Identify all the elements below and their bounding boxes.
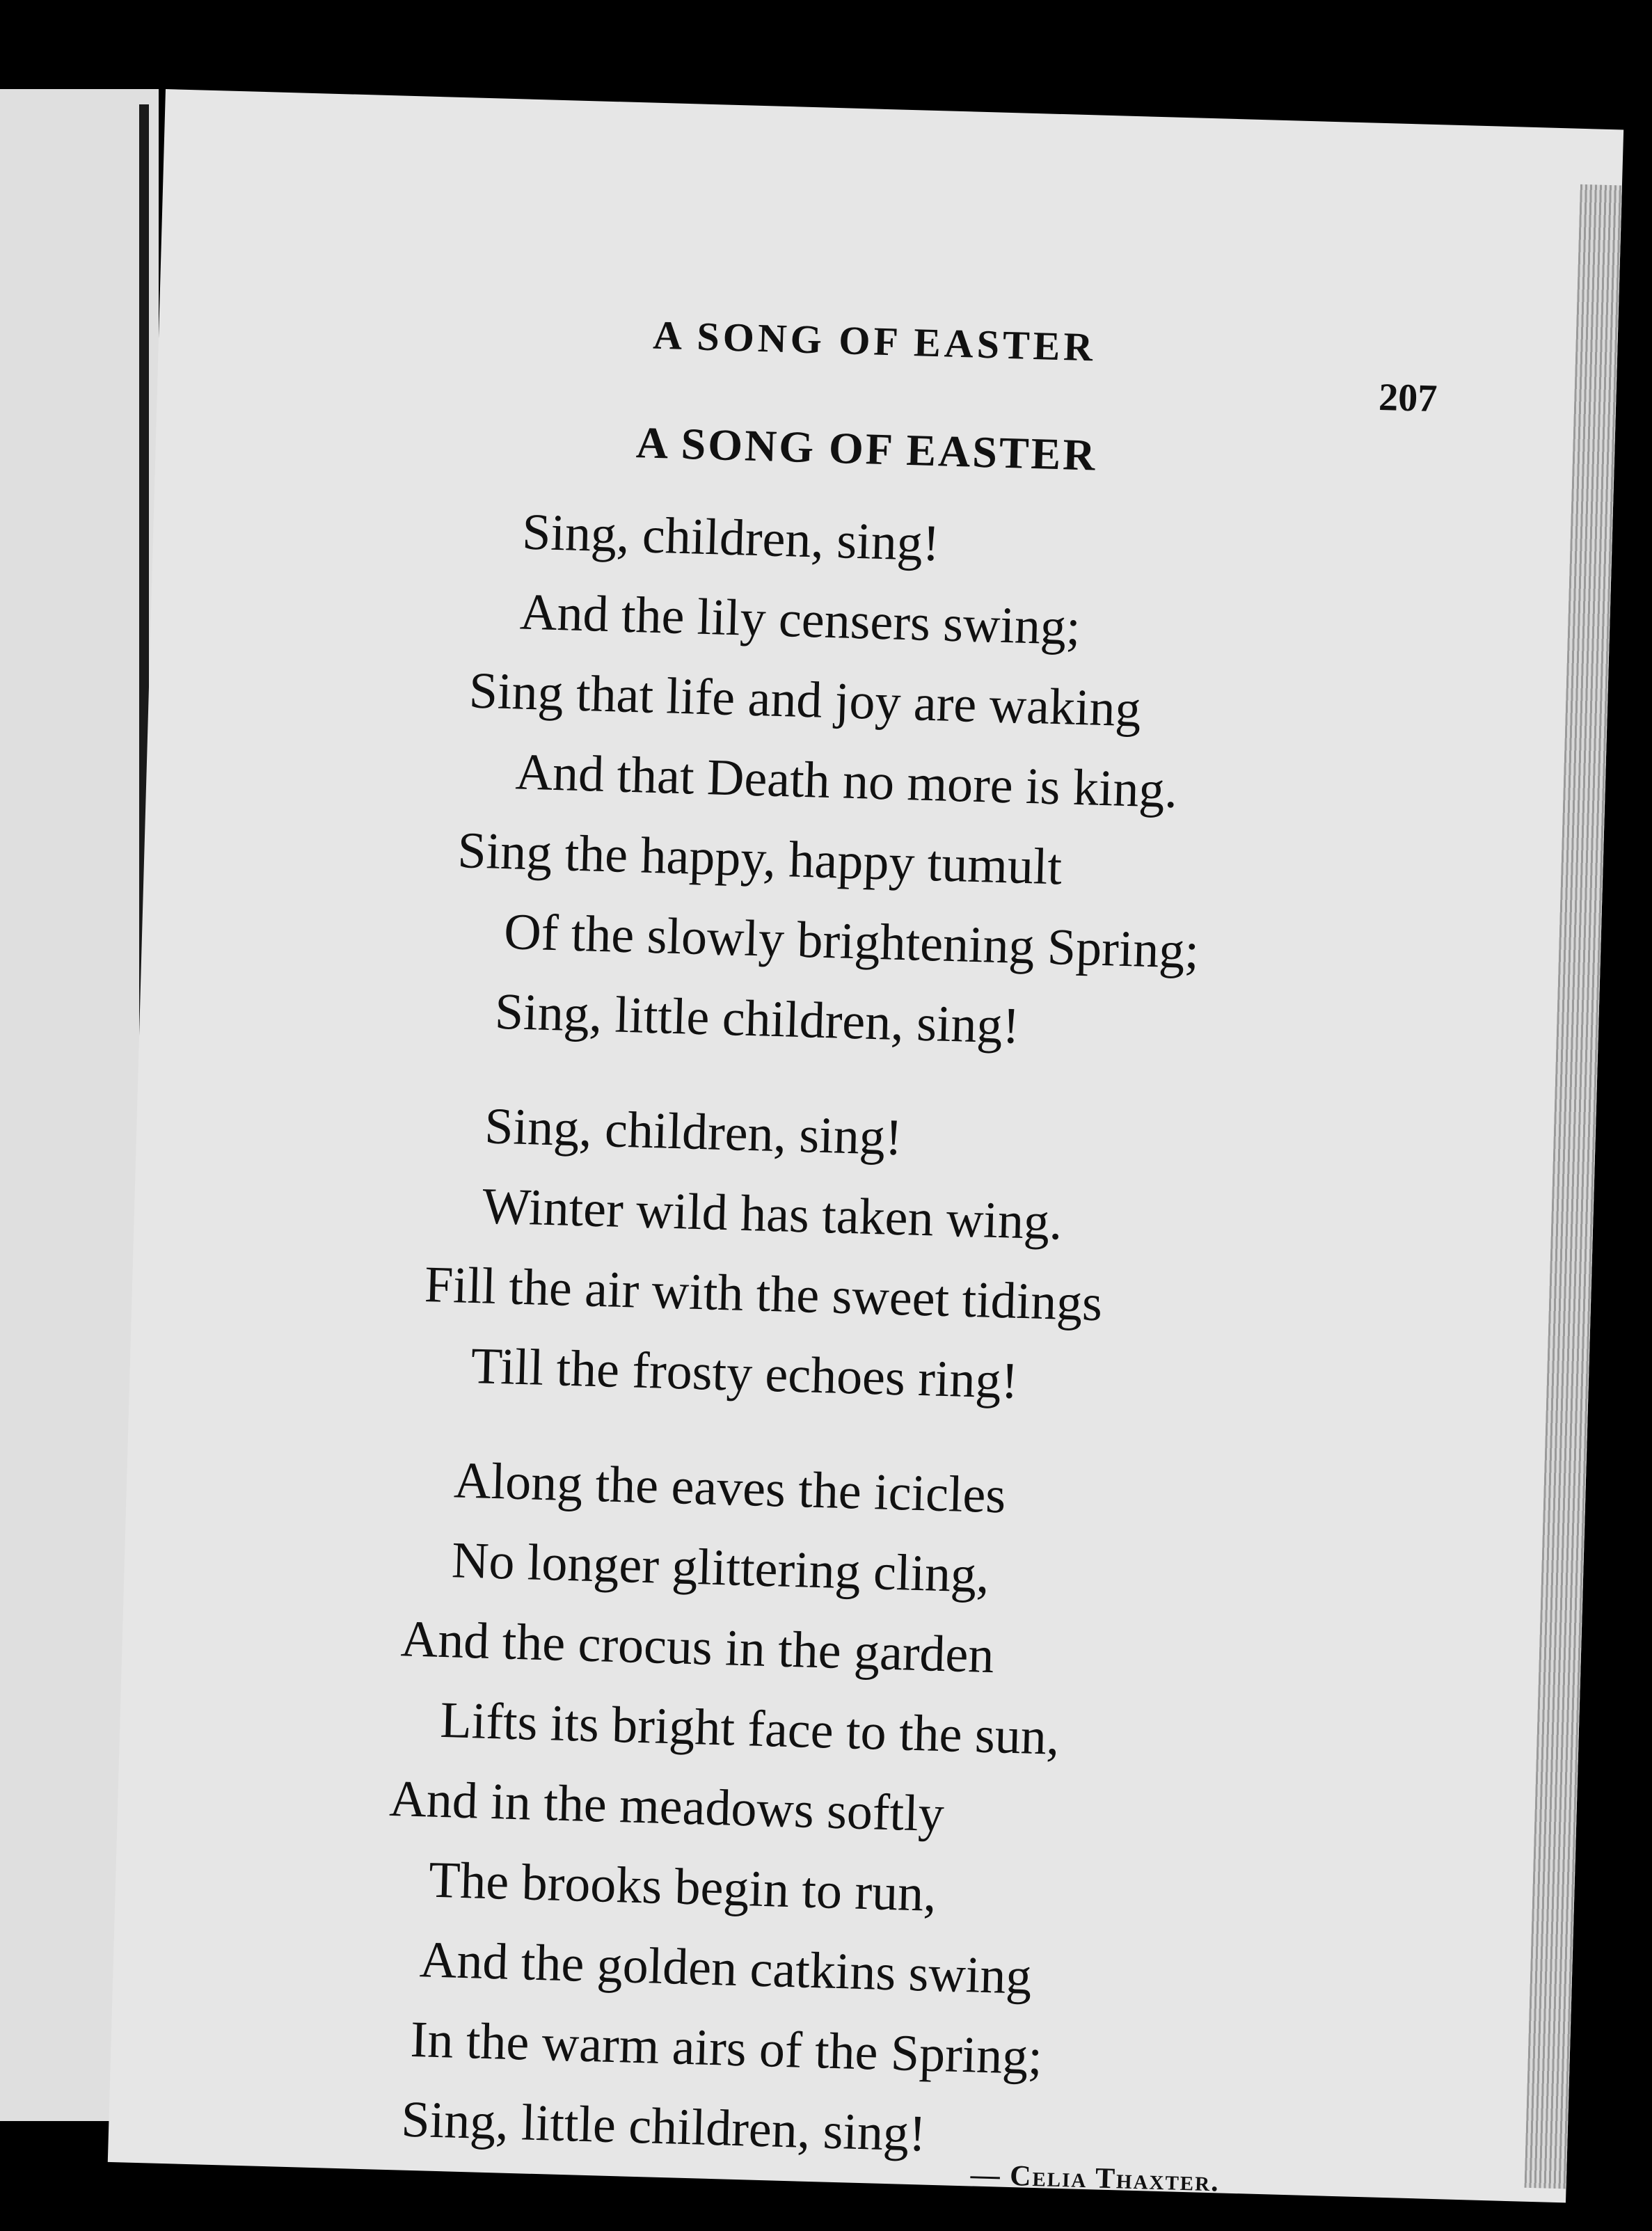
poem-line: Sing, children, sing! bbox=[484, 1097, 903, 1167]
poem-line: And the golden catkins swing bbox=[418, 1931, 1033, 2006]
poem-line: Sing, children, sing! bbox=[521, 503, 941, 573]
attribution: — Celia Thaxter. bbox=[970, 2159, 1221, 2198]
book-page bbox=[108, 89, 1623, 2202]
poem-line: Sing that life and joy are waking bbox=[468, 662, 1142, 738]
poem-line: Of the slowly brightening Spring; bbox=[503, 903, 1200, 980]
poem-line: No longer glittering cling, bbox=[450, 1532, 990, 1604]
poem-line: Fill the air with the sweet tidings bbox=[424, 1256, 1104, 1333]
poem-line: Till the frosty echoes ring! bbox=[470, 1337, 1019, 1410]
poem-line: Sing the happy, happy tumult bbox=[456, 822, 1063, 896]
poem-line: And that Death no more is king. bbox=[514, 743, 1179, 819]
poem-line: Sing, little children, sing! bbox=[494, 983, 1021, 1055]
page-edge bbox=[1525, 184, 1622, 2189]
poem-line: And in the meadows softly bbox=[388, 1770, 945, 1843]
page-number: 207 bbox=[1378, 375, 1438, 421]
poem-line: The brooks begin to run, bbox=[428, 1851, 937, 1923]
poem-line: Winter wild has taken wing. bbox=[482, 1177, 1063, 1251]
poem-title: A SONG OF EASTER bbox=[635, 418, 1098, 480]
poem-line: Lifts its bright face to the sun, bbox=[439, 1691, 1061, 1766]
poem-line: And the lily censers swing; bbox=[519, 583, 1081, 656]
running-head: A SONG OF EASTER bbox=[652, 312, 1097, 370]
poem-line: And the crocus in the garden bbox=[399, 1610, 995, 1685]
poem-line: Sing, little children, sing! bbox=[400, 2090, 927, 2163]
poem-line: In the warm airs of the Spring; bbox=[409, 2010, 1044, 2086]
poem-line: Along the eaves the icicles bbox=[453, 1452, 1007, 1525]
